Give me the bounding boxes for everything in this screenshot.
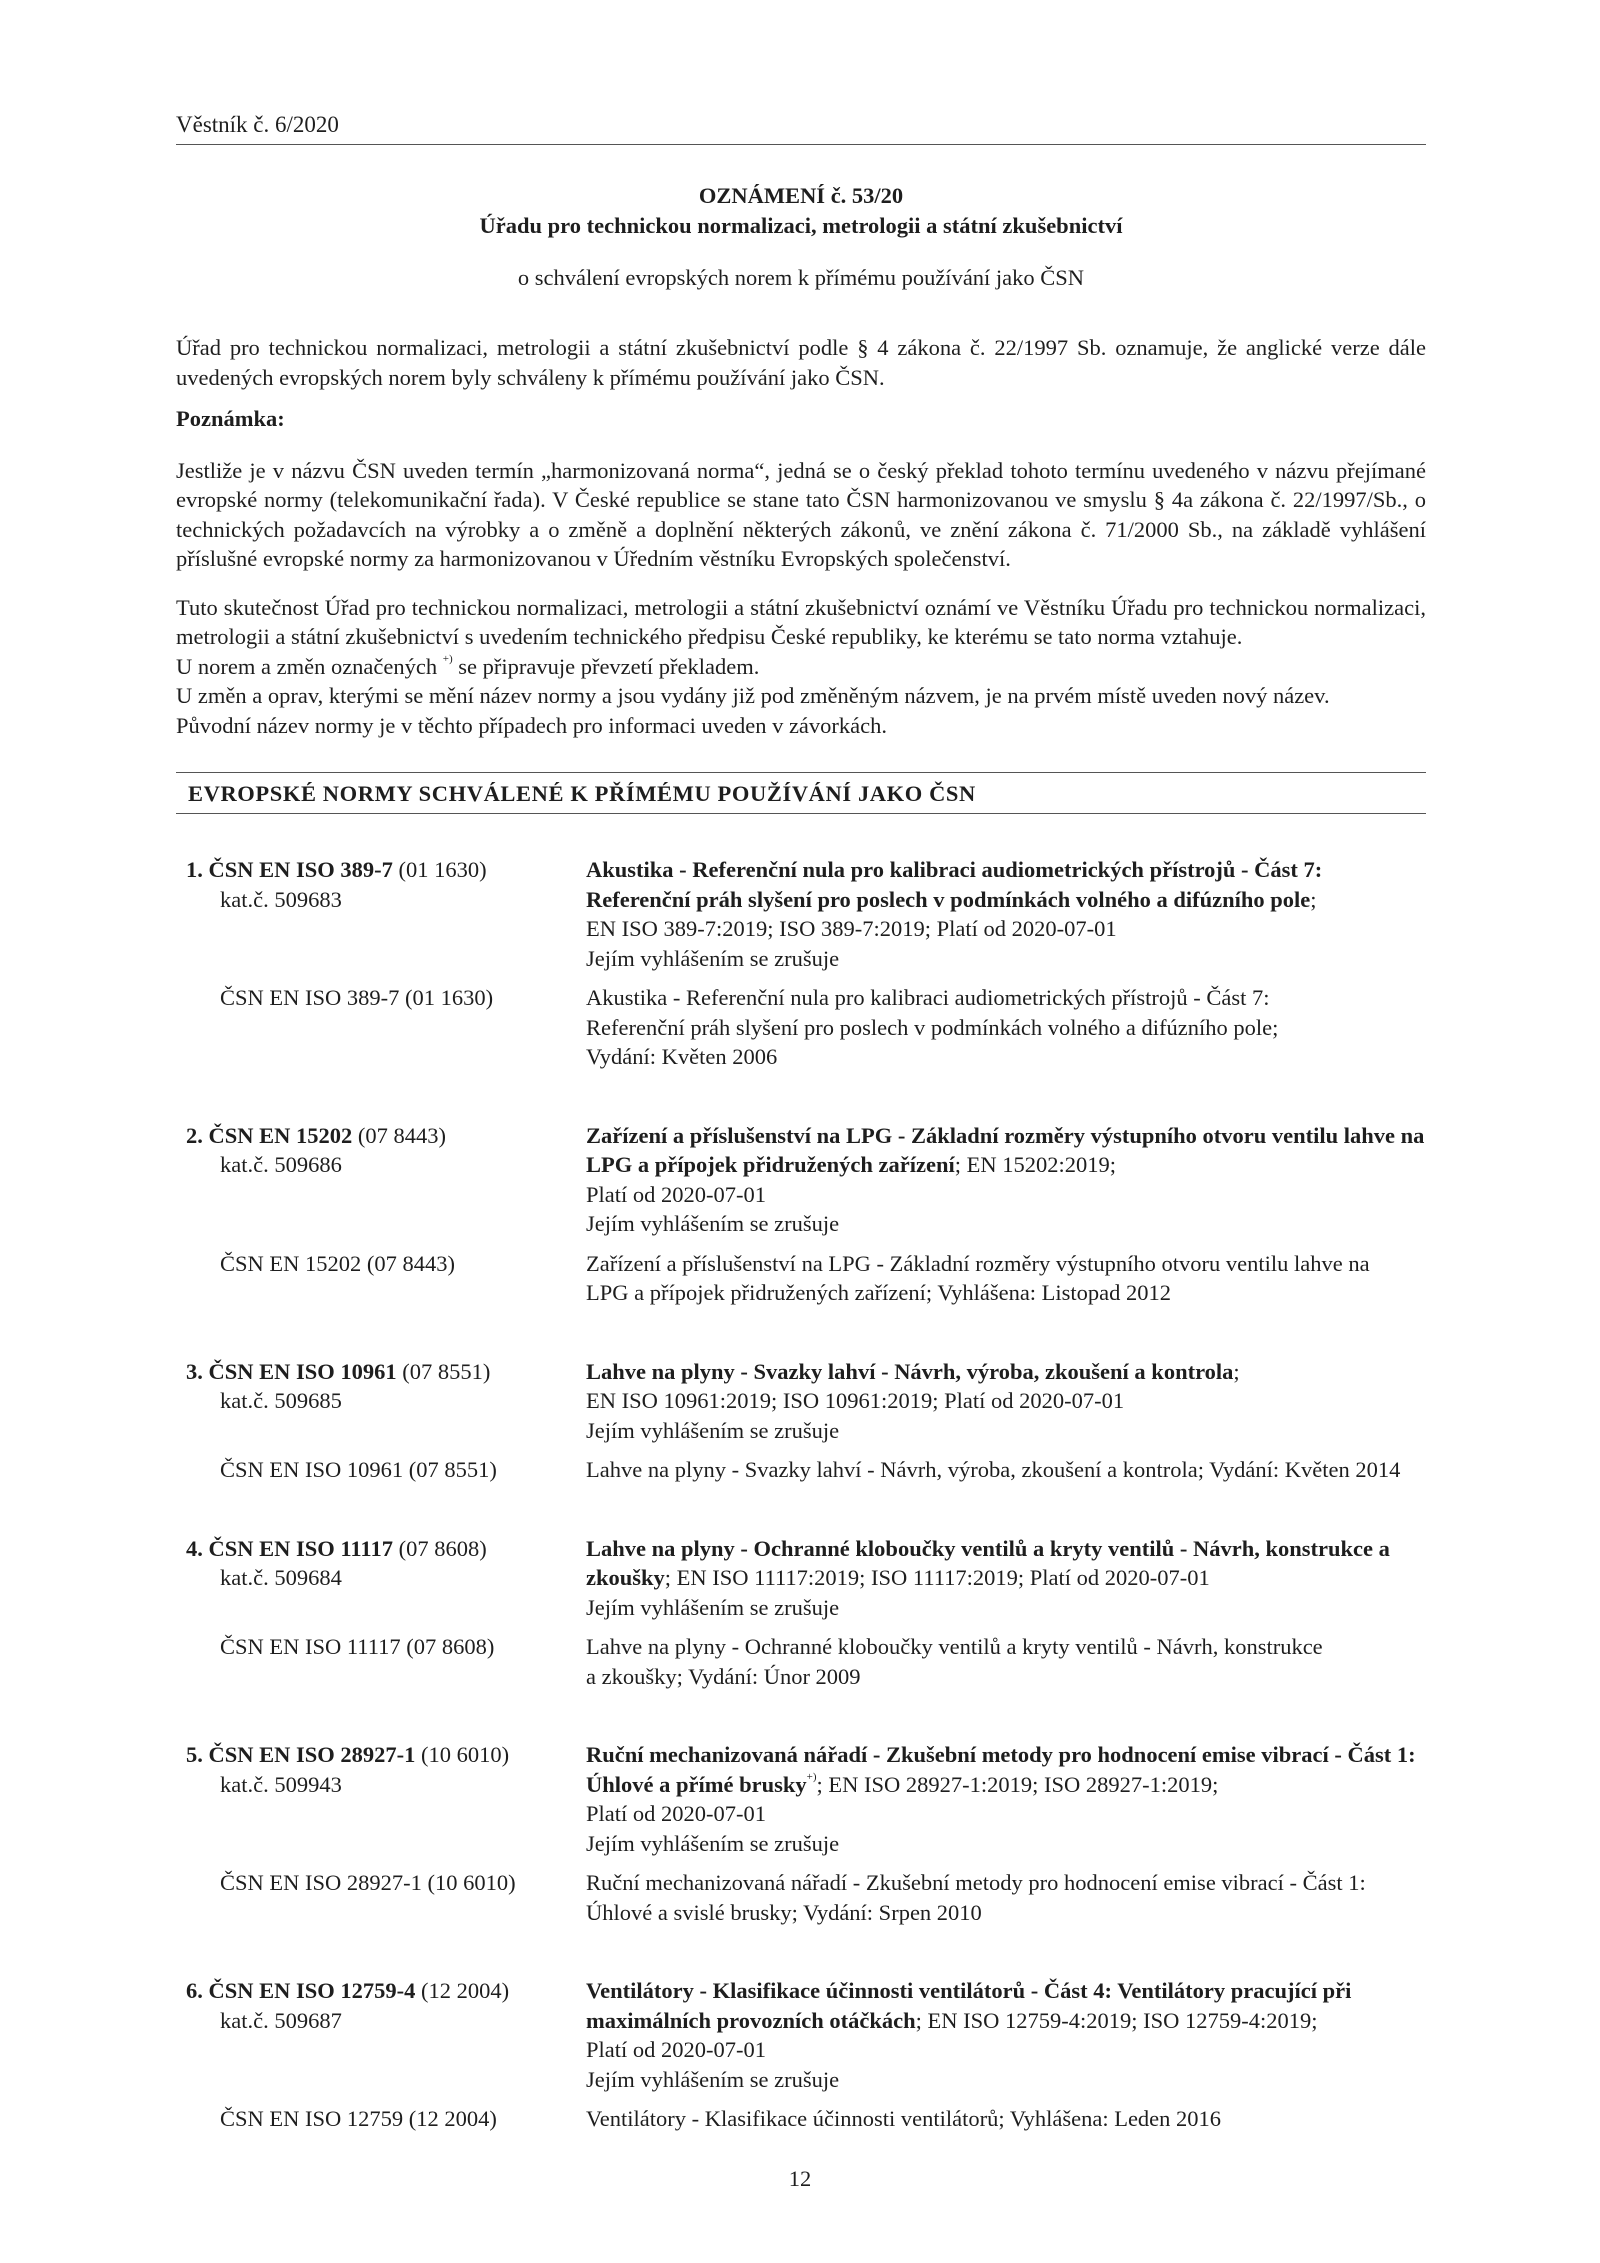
standard-number: 3. — [186, 1358, 203, 1384]
standard-entry — [176, 1534, 1426, 1692]
standard-code: ČSN EN ISO 11117 — [208, 1535, 393, 1561]
new-standard-row — [176, 1357, 1426, 1446]
translation-mark: +) — [806, 1770, 817, 1783]
standard-entry — [176, 855, 1426, 1072]
standard-title-rest: ; — [1233, 1358, 1240, 1384]
standard-code: ČSN EN ISO 12759-4 — [208, 1978, 416, 2003]
standard-number: 2. — [186, 1122, 203, 1148]
replaced-standard-line: LPG a přípojek přidružených zařízení; Vyhlášena: Listopad 2012 — [586, 1280, 1172, 1305]
standard-title: Ventilátory - Klasifikace účinnosti ventilátorů - Část 4: Ventilátory pracující při maximálních provozních otáčkách — [586, 1978, 1352, 2033]
replaced-standard-line: Akustika - Referenční nula pro kalibraci audiometrických přístrojů - Část 7: — [586, 985, 1270, 1010]
standard-description — [586, 1121, 1426, 1239]
replaced-standard-code: ČSN EN 15202 (07 8443) — [220, 1250, 455, 1276]
standard-number: 1. — [186, 857, 203, 882]
new-standard-row — [176, 1740, 1426, 1858]
standard-title: Lahve na plyny - Svazky lahví - Návrh, výroba, zkoušení a kontrola — [586, 1358, 1234, 1384]
standard-class: (07 8443) — [357, 1122, 447, 1148]
replaced-standard-code: ČSN EN ISO 12759 (12 2004) — [220, 2106, 497, 2131]
new-standard-row — [176, 1534, 1426, 1623]
standard-id — [176, 855, 586, 973]
standard-title-rest: ; EN ISO 12759-4:2019; ISO 12759-4:2019; — [915, 2007, 1318, 2033]
catalog-number: kat.č. 509685 — [220, 1388, 342, 1413]
standard-description — [586, 1534, 1426, 1623]
standard-code: ČSN EN ISO 389-7 — [208, 857, 393, 882]
announcement-number: OZNÁMENÍ č. 53/20 — [698, 183, 904, 208]
new-standard-row — [176, 855, 1426, 973]
intro-text — [176, 333, 1426, 740]
journal-header: Věstník č. 6/2020 — [176, 110, 1426, 145]
announcement-title-block — [176, 181, 1426, 293]
replaced-standard-row — [176, 1249, 1426, 1308]
standard-title: Akustika - Referenční nula pro kalibraci audiometrických přístrojů - Část 7: Referenční práh slyšení pro poslech v podmínkách volného a difúzního pole — [586, 857, 1323, 912]
replaced-standard-code: ČSN EN ISO 28927-1 (10 6010) — [220, 1870, 516, 1895]
standard-id — [176, 1534, 586, 1623]
catalog-number: kat.č. 509683 — [220, 886, 342, 912]
standard-class: (12 2004) — [421, 1978, 510, 2003]
cancel-note: Jejím vyhlášením se zrušuje — [586, 1594, 840, 1620]
replaced-standard-row — [176, 1868, 1426, 1927]
catalog-number: kat.č. 509684 — [220, 1565, 342, 1590]
standard-id — [176, 1740, 586, 1858]
standards-list — [176, 855, 1426, 2183]
cancel-note: Jejím vyhlášením se zrušuje — [586, 1211, 840, 1236]
standard-detail: Platí od 2020-07-01 — [586, 1801, 766, 1826]
note-label: Poznámka: — [176, 406, 285, 431]
replaced-standard-line: Zařízení a příslušenství na LPG - Základní rozměry výstupního otvoru ventilu lahve na — [586, 1250, 1370, 1276]
replaced-standard-description — [586, 1632, 1426, 1691]
replaced-standard-row — [176, 1455, 1426, 1485]
standard-title: Zařízení a příslušenství na LPG - Základní rozměry výstupního otvoru ventilu lahve na LPG a přípojek přidružených zařízení — [586, 1122, 1425, 1177]
standard-id — [176, 1357, 586, 1446]
standard-detail: Platí od 2020-07-01 — [586, 1181, 766, 1207]
replaced-standard-description — [586, 1249, 1426, 1308]
standard-title: Ruční mechanizovaná nářadí - Zkušební metody pro hodnocení emise vibrací - Část 1: Úhlové a přímé brusky — [586, 1742, 1416, 1797]
replaced-standard-line: a zkoušky; Vydání: Únor 2009 — [586, 1663, 861, 1689]
standard-title-rest: ; EN 15202:2019; — [954, 1152, 1116, 1177]
new-standard-row — [176, 1121, 1426, 1239]
cancel-note: Jejím vyhlášením se zrušuje — [586, 1830, 840, 1856]
standard-description — [586, 1740, 1426, 1858]
standard-title-rest: ; EN ISO 28927-1:2019; ISO 28927-1:2019; — [816, 1771, 1219, 1797]
standard-entry — [176, 1357, 1426, 1485]
standard-entry — [176, 1976, 1426, 2134]
standard-entry — [176, 1740, 1426, 1927]
standard-number: 4. — [186, 1535, 203, 1561]
page-number: 12 — [788, 2166, 812, 2191]
catalog-number: kat.č. 509943 — [220, 1771, 342, 1797]
standard-id — [176, 1976, 586, 2094]
replaced-standard-line: Referenční práh slyšení pro poslech v podmínkách volného a difúzního pole; — [586, 1014, 1279, 1040]
standard-class: (10 6010) — [421, 1742, 510, 1767]
standard-detail: EN ISO 10961:2019; ISO 10961:2019; Platí od 2020-07-01 — [586, 1388, 1125, 1413]
replaced-standard-code: ČSN EN ISO 11117 (07 8608) — [220, 1634, 495, 1659]
replaced-standard-code: ČSN EN ISO 389-7 (01 1630) — [220, 985, 494, 1010]
announcement-subject: o schválení evropských norem k přímému používání jako ČSN — [517, 265, 1085, 290]
cancel-note: Jejím vyhlášením se zrušuje — [586, 2066, 840, 2092]
rename-note: U změn a oprav, kterými se mění název normy a jsou vydány již pod změněným názvem, je na prvém místě uveden nový název. — [176, 683, 1330, 708]
replaced-standard-description — [586, 983, 1426, 1072]
replaced-standard-row — [176, 2104, 1426, 2134]
standard-title-rest: ; EN ISO 11117:2019; ISO 11117:2019; Platí od 2020-07-01 — [664, 1565, 1210, 1590]
standard-code: ČSN EN ISO 10961 — [208, 1358, 397, 1384]
translation-note-start: U norem a změn označených — [176, 653, 438, 679]
replaced-standard-description — [586, 1868, 1426, 1927]
standard-number: 5. — [186, 1742, 203, 1767]
replaced-standard-description — [586, 1455, 1426, 1485]
replaced-standard-line: Vydání: Květen 2006 — [586, 1044, 778, 1069]
standard-class: (07 8551) — [402, 1358, 491, 1384]
standard-detail: Platí od 2020-07-01 — [586, 2037, 766, 2062]
cancel-note: Jejím vyhlášením se zrušuje — [586, 945, 840, 971]
standard-number: 6. — [186, 1978, 203, 2003]
replaced-standard-line: Ruční mechanizovaná nářadí - Zkušební metody pro hodnocení emise vibrací - Část 1: — [586, 1870, 1366, 1895]
standard-description — [586, 1976, 1426, 2094]
standard-title: Lahve na plyny - Ochranné kloboučky ventilů a kryty ventilů - Návrh, konstrukce a zkoušky — [586, 1535, 1390, 1590]
translation-mark: +) — [442, 652, 453, 665]
replaced-standard-row — [176, 983, 1426, 1072]
translation-note — [176, 652, 1426, 682]
catalog-number: kat.č. 509687 — [220, 2007, 342, 2033]
catalog-number: kat.č. 509686 — [220, 1152, 342, 1177]
new-standard-row — [176, 1976, 1426, 2094]
section-title: EVROPSKÉ NORMY SCHVÁLENÉ K PŘÍMÉMU POUŽÍVÁNÍ JAKO ČSN — [176, 772, 1426, 814]
replaced-standard-row — [176, 1632, 1426, 1691]
replaced-standard-line: Lahve na plyny - Ochranné kloboučky ventilů a kryty ventilů - Návrh, konstrukce — [586, 1634, 1323, 1659]
standard-id — [176, 1121, 586, 1239]
standard-title-rest: ; — [1310, 886, 1317, 912]
original-name-note: Původní název normy je v těchto případech pro informaci uveden v závorkách. — [176, 712, 888, 738]
replaced-standard-code: ČSN EN ISO 10961 (07 8551) — [220, 1457, 497, 1482]
standard-code: ČSN EN 15202 — [208, 1122, 353, 1148]
standard-class: (01 1630) — [398, 857, 487, 882]
replaced-standard-description — [586, 2104, 1426, 2134]
replaced-standard-line: Úhlové a svislé brusky; Vydání: Srpen 2010 — [586, 1899, 982, 1925]
announcement-office: Úřadu pro technickou normalizaci, metrologii a státní zkušebnictví — [479, 212, 1123, 238]
replaced-standard-line: Ventilátory - Klasifikace účinnosti ventilátorů; Vyhlášena: Leden 2016 — [586, 2106, 1222, 2131]
fact-text: Tuto skutečnost Úřad pro technickou normalizaci, metrologii a státní zkušebnictví oznámí ve Věstníku Úřadu pro technickou normalizaci, metrologii a státní zkušebnictví s uvedením technického předpisu České republiky, ke kterému se tato norma vztahuje. — [176, 594, 1426, 649]
standard-code: ČSN EN ISO 28927-1 — [208, 1742, 416, 1767]
standard-description — [586, 1357, 1426, 1446]
intro-paragraph: Úřad pro technickou normalizaci, metrologii a státní zkušebnictví podle § 4 zákona č. 22/1997 Sb. oznamuje, že anglické verze dále uvedených evropských norem byly schváleny k přímému používání jako ČSN. — [176, 335, 1426, 390]
note-text: Jestliže je v názvu ČSN uveden termín „harmonizovaná norma“, jedná se o český překlad tohoto termínu uvedeného v názvu přejímané evropské normy (telekomunikační řada). V České republice se stane tato ČSN harmonizovanou ve smyslu § 4a zákona č. 22/1997/Sb., o technických požadavcích na výrobky a o změně a doplnění některých zákonů, ve znění zákona č. 71/2000 Sb., na základě vyhlášení příslušné evropské normy za harmonizovanou v Úředním věstníku Evropských společenství. — [176, 457, 1426, 571]
replaced-standard-line: Lahve na plyny - Svazky lahví - Návrh, výroba, zkoušení a kontrola; Vydání: Květen 2014 — [586, 1457, 1401, 1482]
translation-note-end: se připravuje převzetí překladem. — [458, 653, 760, 679]
cancel-note: Jejím vyhlášením se zrušuje — [586, 1417, 840, 1443]
standard-detail: EN ISO 389-7:2019; ISO 389-7:2019; Platí od 2020-07-01 — [586, 916, 1117, 941]
standard-class: (07 8608) — [398, 1535, 487, 1561]
standard-description — [586, 855, 1426, 973]
standard-entry — [176, 1121, 1426, 1308]
